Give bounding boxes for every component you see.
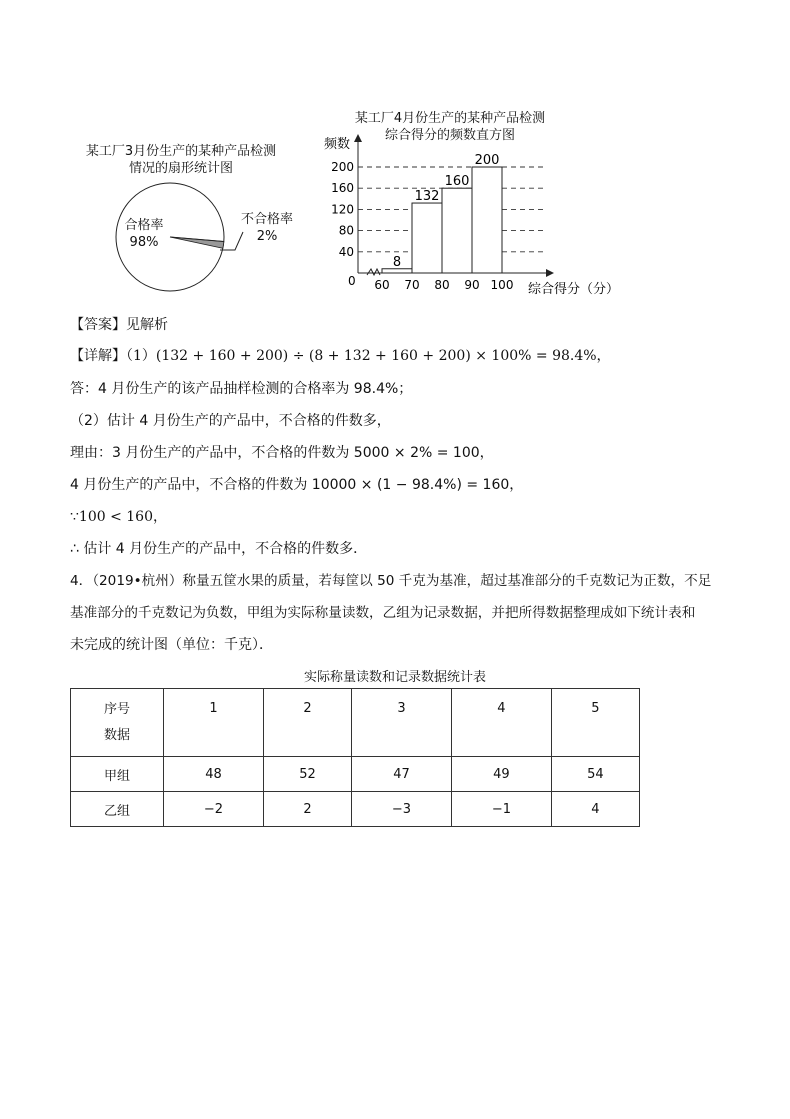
header-label-line2: 数据: [103, 727, 130, 743]
answer-line: [70, 315, 168, 335]
detail-line-1: [70, 346, 611, 366]
y-axis-arrow-icon: [354, 134, 362, 142]
table-cell: 52: [263, 757, 351, 792]
y-tick-label: 40: [338, 244, 354, 259]
x-axis-arrow-icon: [546, 269, 554, 277]
pie-title-line2: 情况的扇形统计图: [128, 161, 233, 176]
pass-label-value: 98%: [129, 235, 159, 250]
table-title: 实际称量读数和记录数据统计表: [303, 670, 486, 685]
table-cell: 54: [551, 757, 639, 792]
problem4-line-2: 基准部分的千克数记为负数，甲组为实际称量读数，乙组为记录数据，并把所得数据整理成如下统计表和: [70, 605, 696, 621]
pass-label-text: 合格率: [124, 218, 164, 233]
table-row: [71, 757, 640, 792]
histogram-title-line2: 综合得分的频数直方图: [384, 128, 515, 143]
pie-title-line1: 某工厂3月份生产的某种产品检测: [85, 144, 277, 159]
pie-slice-fail: [170, 237, 224, 248]
pie-title: [70, 143, 292, 177]
table-row: [71, 792, 640, 827]
x-tick-label: 80: [434, 278, 450, 292]
histogram-bar: [442, 188, 472, 273]
table-cell: 4: [551, 792, 639, 827]
detail-line-6: ∵100 < 160，: [70, 509, 167, 525]
row-label-jia: 甲组: [71, 757, 164, 792]
stats-table: [70, 688, 640, 827]
y-tick-label: 80: [338, 223, 354, 238]
detail-line-4: 理由：3 月份生产的产品中，不合格的件数为 5000 × 2% = 100，: [70, 445, 494, 461]
table-column-header: 1: [164, 689, 264, 757]
table-header-row: [71, 689, 640, 757]
detail-tag: 【详解】: [70, 348, 126, 364]
table-column-header: 3: [352, 689, 452, 757]
x-tick-label: 70: [404, 278, 420, 292]
answer-tag: 【答案】: [70, 317, 126, 333]
histogram-bar: [472, 167, 502, 273]
table-cell: 47: [352, 757, 452, 792]
detail-line-7: ∴ 估计 4 月份生产的产品中，不合格的件数多．: [70, 541, 368, 557]
table-column-header: 5: [551, 689, 639, 757]
table-cell: 48: [164, 757, 264, 792]
table-cell: −3: [352, 792, 452, 827]
table-cell: 2: [263, 792, 351, 827]
histogram-bar: [412, 203, 442, 273]
histogram-ylabel: 频数: [324, 137, 351, 152]
histogram-chart: [310, 130, 640, 305]
fail-label-value: 2%: [256, 229, 278, 244]
y-tick-label: 120: [331, 202, 354, 217]
table-column-header: 4: [451, 689, 551, 757]
axis-break-zigzag: [367, 269, 380, 275]
detail-line1-text: （1）(132 + 160 + 200) ÷ (8 + 132 + 160 + 200) × 100% = 98.4%，: [126, 348, 611, 364]
detail-line-3: （2）估计 4 月份生产的产品中，不合格的件数多，: [70, 413, 391, 429]
bar-value-label: 160: [444, 174, 470, 190]
answer-text: 见解析: [126, 317, 168, 333]
y-tick-label: 200: [331, 160, 354, 174]
problem4-line-1: 4．（2019•杭州）称量五筐水果的质量，若每筐以 50 千克为基准，超过基准部分的千克数记为正数，不足: [70, 573, 712, 589]
fail-label: [236, 211, 298, 245]
table-column-header: 2: [263, 689, 351, 757]
table-header-label: [71, 689, 164, 757]
x-tick-label: 60: [374, 278, 390, 292]
table-cell: −2: [164, 792, 264, 827]
problem4-line-3: 未完成的统计图（单位：千克）．: [70, 637, 273, 653]
row-label-yi: 乙组: [71, 792, 164, 827]
pass-label: [116, 217, 172, 251]
histogram-origin: 0: [348, 274, 356, 288]
x-tick-label: 90: [464, 278, 480, 292]
detail-line-2: 答：4 月份生产的该产品抽样检测的合格率为 98.4%；: [70, 381, 413, 397]
bar-value-label: 200: [474, 153, 500, 168]
table-cell: −1: [451, 792, 551, 827]
header-label-line1: 序号: [103, 701, 130, 717]
y-tick-label: 160: [331, 181, 354, 196]
x-tick-label: 100: [490, 278, 514, 292]
fail-label-text: 不合格率: [240, 212, 293, 227]
histogram-xlabel: 综合得分（分）: [528, 282, 620, 297]
bar-value-label: 132: [414, 189, 440, 205]
bar-value-label: 8: [392, 254, 402, 270]
histogram-title-line1: 某工厂4月份生产的某种产品检测: [354, 111, 546, 126]
detail-line-5: 4 月份生产的产品中，不合格的件数为 10000 × (1 − 98.4%) = 160，: [70, 477, 524, 493]
table-cell: 49: [451, 757, 551, 792]
